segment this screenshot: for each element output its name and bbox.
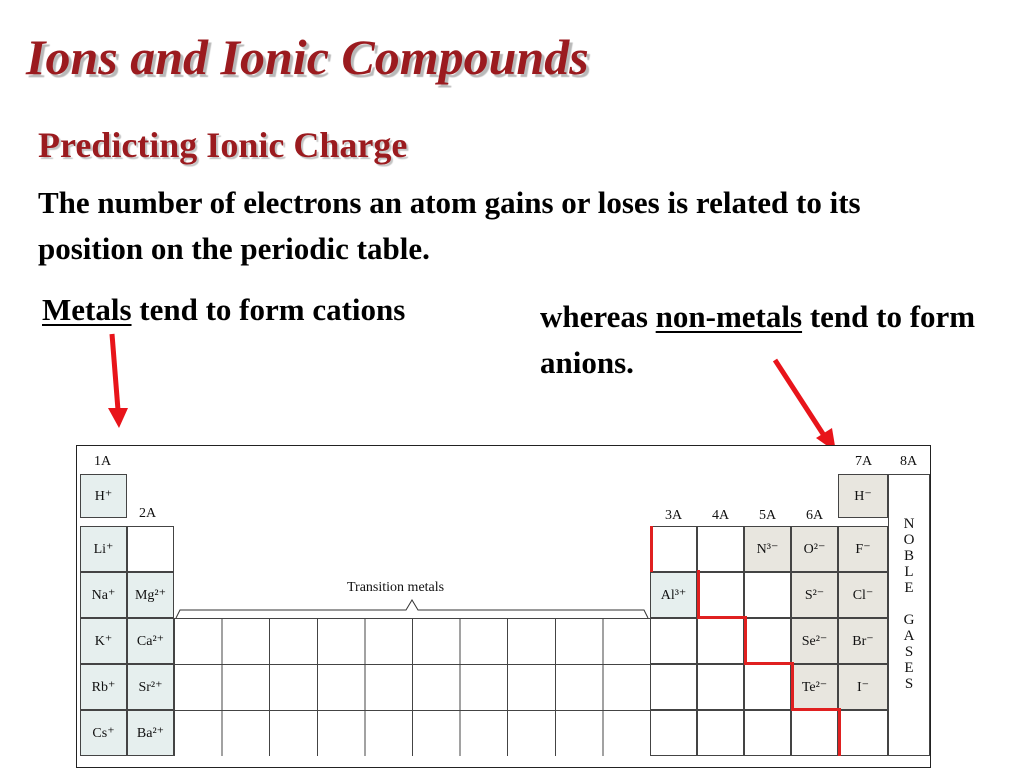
ion-sr: Sr²⁺: [138, 679, 163, 695]
ion-rb: Rb⁺: [91, 679, 116, 695]
cell-b: [650, 526, 697, 572]
cell-po: [791, 710, 838, 756]
metal-boundary-4: [744, 616, 747, 664]
nonmetals-prefix: whereas: [540, 299, 656, 334]
ion-cl: Cl⁻: [852, 587, 874, 603]
cell-be: [127, 526, 174, 572]
metal-boundary-6: [791, 662, 794, 710]
cell-al: [650, 572, 697, 618]
cell-k: [80, 618, 127, 664]
ion-h-plus: H⁺: [94, 488, 113, 504]
ion-k: K⁺: [94, 633, 113, 649]
group-label-6a: 6A: [806, 508, 824, 523]
cell-se: [791, 618, 838, 664]
cell-sb: [744, 664, 791, 710]
cell-h-minus: [838, 474, 888, 518]
ion-ca: Ca²⁺: [136, 633, 165, 649]
cell-ca: [127, 618, 174, 664]
group-label-3a: 3A: [665, 508, 683, 523]
ion-o: O²⁻: [803, 541, 826, 557]
transition-grid: [174, 618, 650, 756]
cell-na: [80, 572, 127, 618]
cell-h-plus: [80, 474, 127, 518]
cell-ba: [127, 710, 174, 756]
ion-f: F⁻: [855, 541, 871, 557]
ion-se: Se²⁻: [801, 633, 828, 649]
group-label-7a: 7A: [855, 454, 873, 469]
slide-subtitle: Predicting Ionic Charge: [38, 125, 408, 165]
ion-al: Al³⁺: [660, 587, 687, 603]
metals-statement: [42, 292, 405, 328]
cell-br: [838, 618, 888, 664]
nonmetals-rest: tend to form anions.: [540, 299, 976, 380]
cell-p: [744, 572, 791, 618]
cell-ga: [650, 618, 697, 664]
cell-o: [791, 526, 838, 572]
cell-tl: [650, 710, 697, 756]
ion-mg: Mg²⁺: [134, 587, 167, 603]
ion-n: N³⁻: [756, 541, 779, 557]
metal-boundary-3: [697, 616, 746, 619]
cell-sr: [127, 664, 174, 710]
metals-word: Metals: [42, 292, 132, 327]
cell-cl: [838, 572, 888, 618]
transition-bracket: [174, 596, 650, 620]
ion-h-minus: H⁻: [854, 488, 872, 504]
ion-ba: Ba²⁺: [136, 725, 165, 741]
cell-bi: [744, 710, 791, 756]
ion-i: I⁻: [856, 679, 870, 695]
transition-metals-label: Transition metals: [347, 580, 445, 595]
cell-ge: [697, 618, 744, 664]
cell-mg: [127, 572, 174, 618]
group-label-2a: 2A: [139, 506, 157, 521]
cell-li: [80, 526, 127, 572]
ion-te: Te²⁻: [801, 679, 828, 695]
cell-at: [838, 710, 888, 756]
ion-cs: Cs⁺: [92, 725, 115, 741]
metal-boundary-8: [838, 708, 841, 756]
cell-f: [838, 526, 888, 572]
metals-arrow-head: [108, 408, 128, 428]
cell-rb: [80, 664, 127, 710]
periodic-table: [76, 445, 931, 768]
cell-si: [697, 572, 744, 618]
metals-arrow: [112, 334, 118, 410]
nonmetals-statement: [540, 294, 990, 386]
cell-i: [838, 664, 888, 710]
cell-te: [791, 664, 838, 710]
cell-as: [744, 618, 791, 664]
body-text: The number of electrons an atom gains or loses is related to its position on the periodic table.: [38, 185, 861, 266]
noble-gases-label: N O B L E G A S E S: [903, 516, 915, 692]
ion-li: Li⁺: [93, 541, 114, 557]
metal-boundary-7: [791, 708, 840, 711]
cell-cs: [80, 710, 127, 756]
cell-sn: [697, 664, 744, 710]
ion-br: Br⁻: [852, 633, 874, 649]
cell-s: [791, 572, 838, 618]
nonmetals-word: non-metals: [655, 299, 803, 334]
cell-in: [650, 664, 697, 710]
group-label-1a: 1A: [94, 454, 112, 469]
group-label-4a: 4A: [712, 508, 730, 523]
metals-rest: tend to form cations: [131, 292, 406, 327]
ion-na: Na⁺: [91, 587, 116, 603]
ion-s: S²⁻: [804, 587, 825, 603]
group-label-5a: 5A: [759, 508, 777, 523]
metal-boundary-2: [697, 570, 700, 618]
cell-pb: [697, 710, 744, 756]
cell-c: [697, 526, 744, 572]
metal-boundary-5: [744, 662, 793, 665]
cell-n: [744, 526, 791, 572]
slide-title: Ions and Ionic Compounds: [26, 29, 589, 85]
metal-boundary-1: [650, 526, 653, 572]
group-label-8a: 8A: [900, 454, 918, 469]
